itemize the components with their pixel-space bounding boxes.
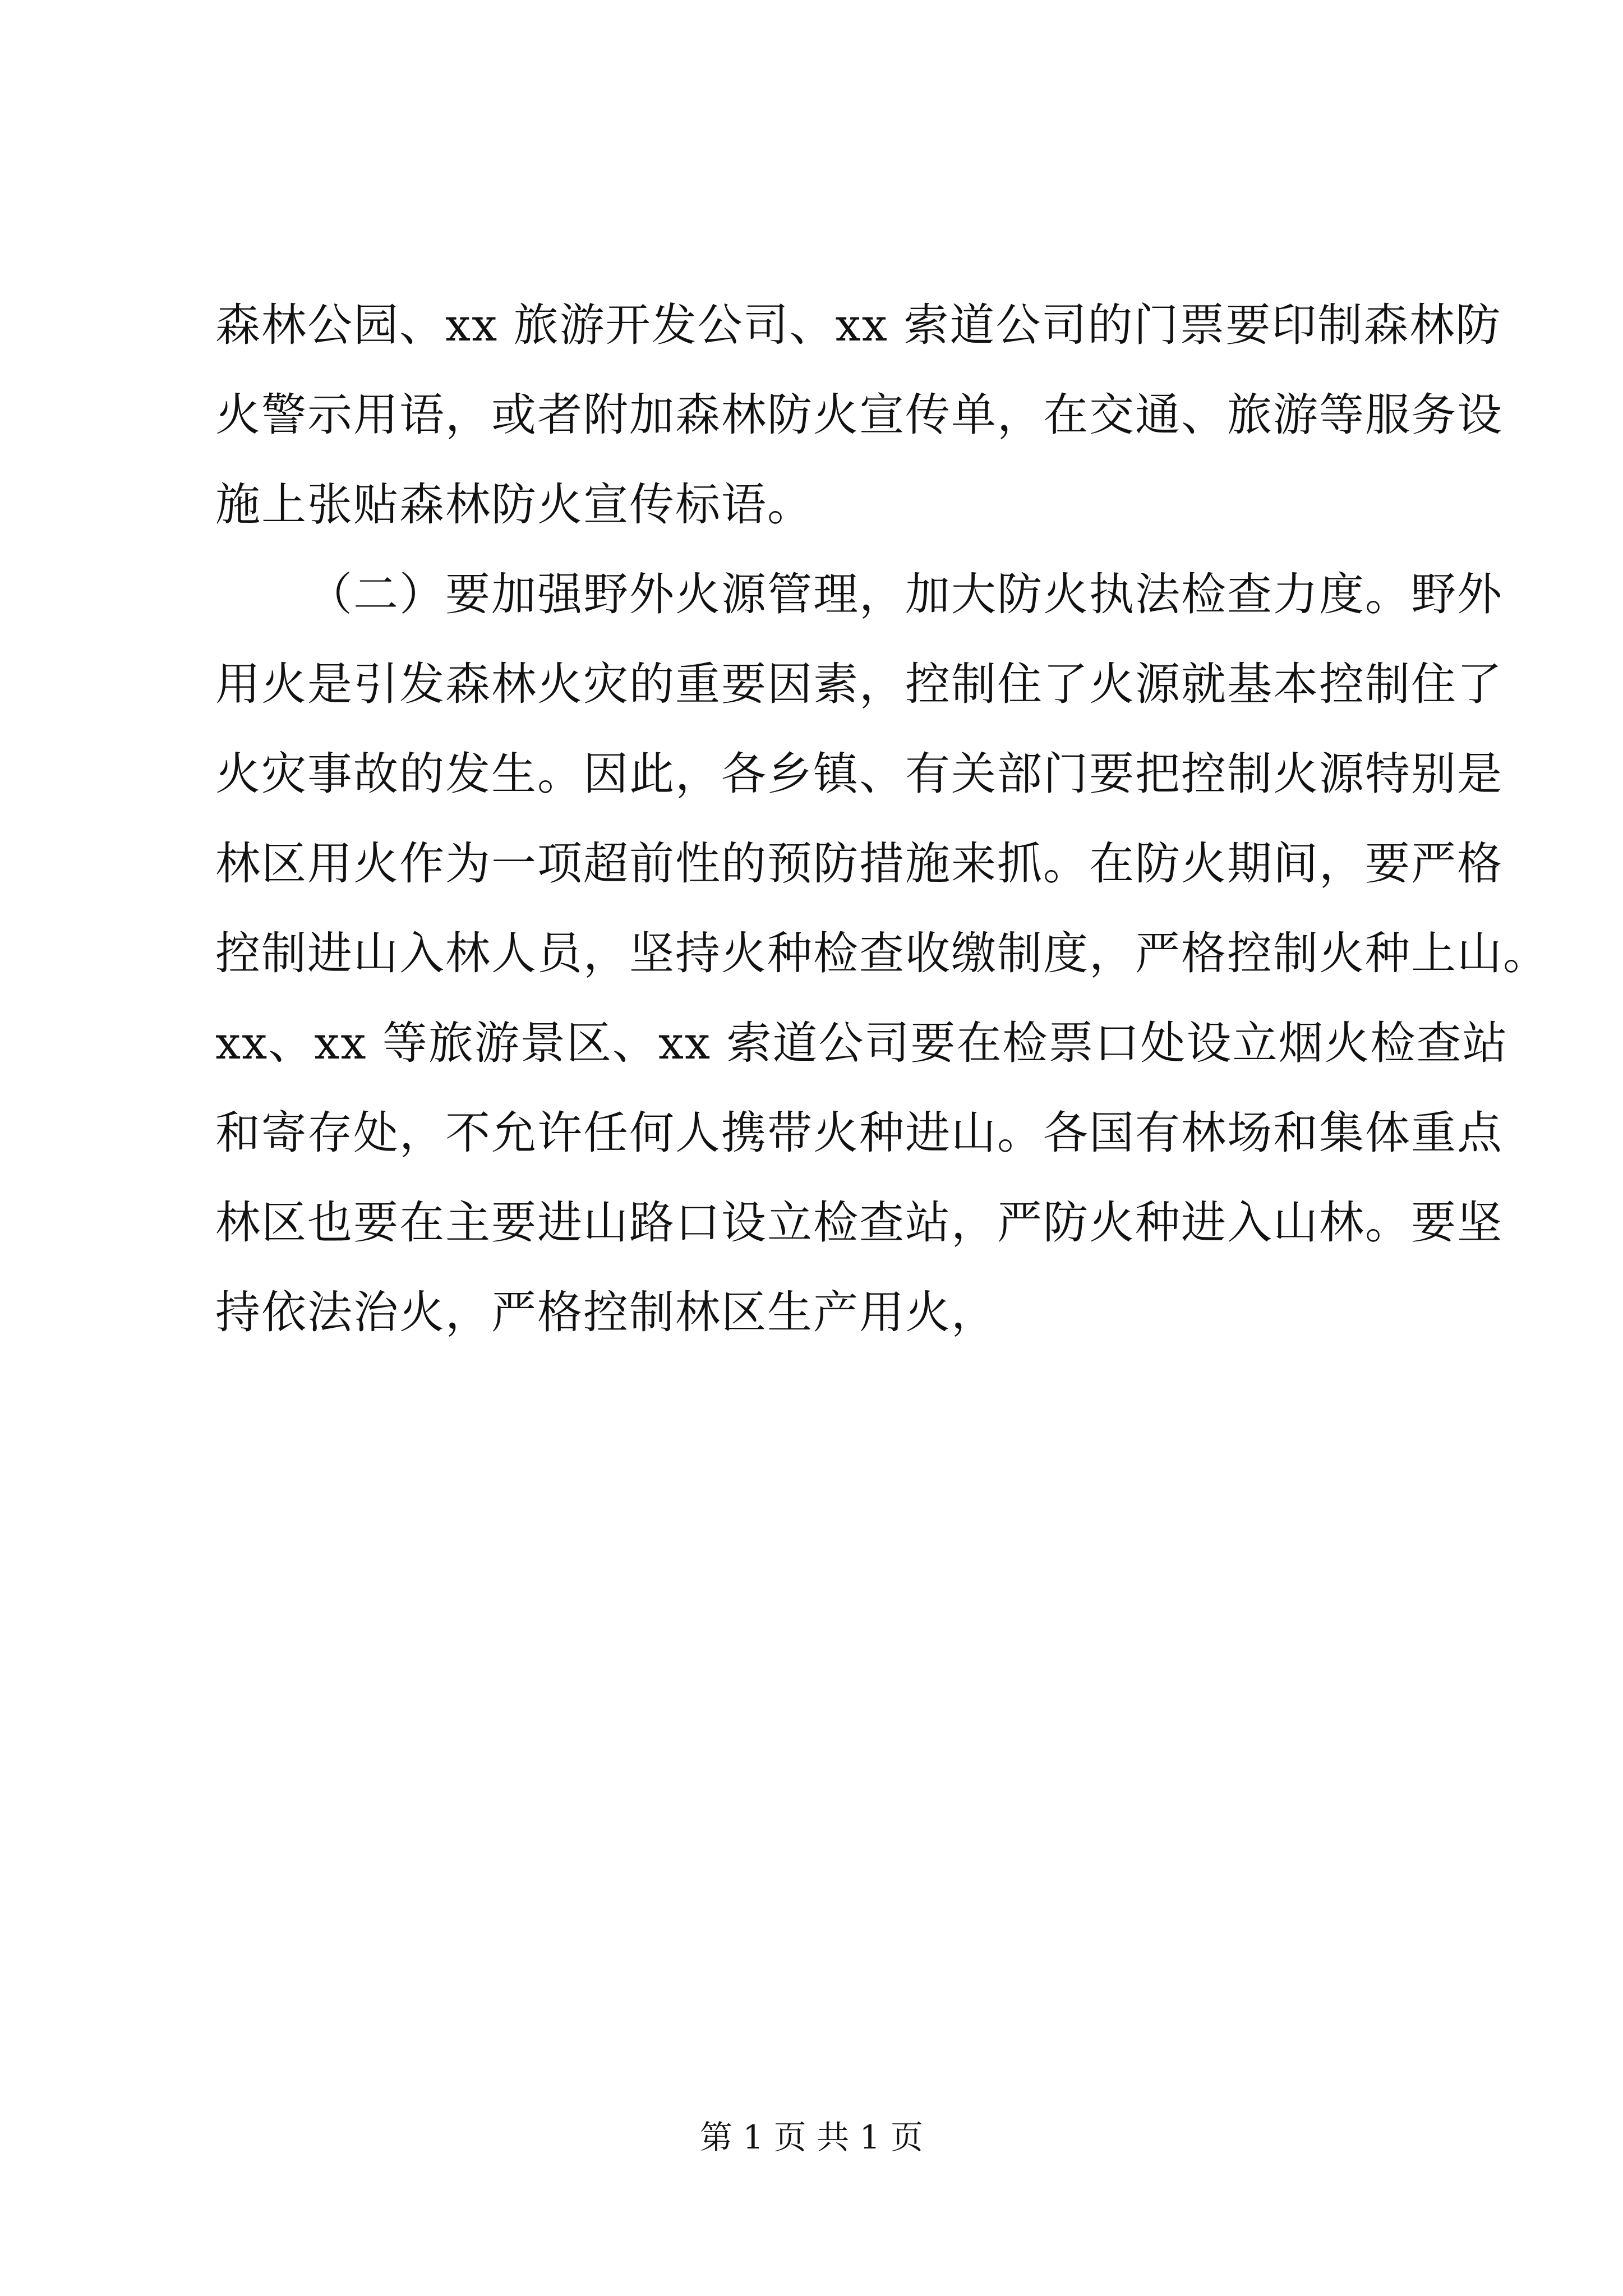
text-line: 用火是引发森林火灾的重要因素，控制住了火源就基本控制住了 bbox=[215, 658, 1503, 710]
paragraph bbox=[215, 280, 1503, 550]
text-line: 森林公园、xx 旅游开发公司、xx 索道公司的门票要印制森林防 bbox=[215, 299, 1502, 351]
page-footer: 第 1 页 共 1 页 bbox=[700, 2118, 923, 2156]
text-line: （二）要加强野外火源管理，加大防火执法检查力度。野外 bbox=[307, 568, 1503, 620]
document-body bbox=[215, 280, 1549, 1358]
text-line: 持依法治火，严格控制林区生产用火， bbox=[215, 1286, 997, 1338]
paragraph bbox=[215, 550, 1549, 1358]
text-line: xx、xx 等旅游景区、xx 索道公司要在检票口处设立烟火检查站 bbox=[215, 1017, 1509, 1069]
text-line: 和寄存处，不允许任何人携带火种进山。各国有林场和集体重点 bbox=[215, 1107, 1503, 1159]
text-line: 林区用火作为一项超前性的预防措施来抓。在防火期间，要严格 bbox=[215, 838, 1503, 890]
text-line: 施上张贴森林防火宣传标语。 bbox=[215, 478, 813, 531]
text-line: 火警示用语，或者附加森林防火宣传单，在交通、旅游等服务设 bbox=[215, 389, 1503, 441]
text-line: 林区也要在主要进山路口设立检查站，严防火种进入山林。要坚 bbox=[215, 1197, 1503, 1249]
text-line: 火灾事故的发生。因此，各乡镇、有关部门要把控制火源特别是 bbox=[215, 748, 1503, 800]
text-line: 控制进山入林人员，坚持火种检查收缴制度，严格控制火种上山。 bbox=[215, 927, 1549, 979]
